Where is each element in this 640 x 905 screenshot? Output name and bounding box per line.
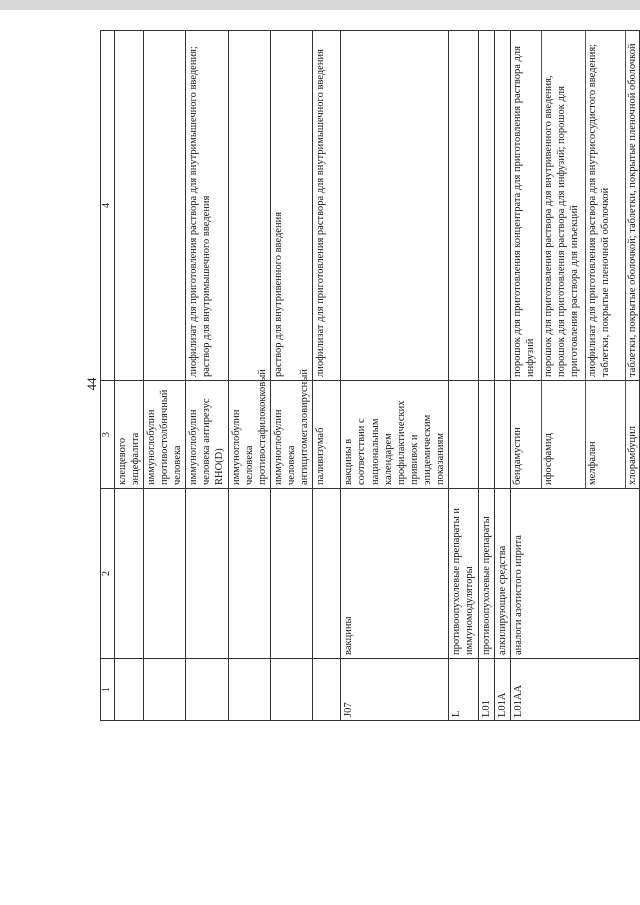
header-cell: 3 (101, 381, 115, 489)
dosage-form: раствор для внутривенного введения (272, 211, 284, 377)
group-cell: алкилирующие средства (494, 489, 510, 659)
dosage-form: таблетки, покрытые оболочкой; таблетки, покрытые пленочной оболочкой (625, 31, 639, 380)
dosage-form-cell (510, 31, 639, 381)
page-number: 44 (84, 377, 99, 391)
dosage-form-cell (114, 31, 143, 381)
group-cell (143, 489, 185, 659)
dosage-form-cell (341, 31, 449, 381)
table-row (478, 31, 494, 721)
drug-name: клещевого энцефалита (116, 432, 141, 485)
table-row (494, 31, 510, 721)
dosage-form-cell (494, 31, 510, 381)
drug-name: хлорамбуцил (625, 381, 639, 488)
code-cell: L01AA (510, 659, 639, 721)
drug-name-cell (270, 369, 312, 489)
table-row (449, 31, 478, 721)
drug-name: бендамустин (511, 427, 523, 485)
drug-name-cell (228, 369, 270, 489)
drug-name-cell (114, 381, 143, 489)
drug-table (100, 30, 640, 721)
table-row (270, 31, 312, 721)
table-row (510, 31, 639, 721)
group-cell: аналоги азотистого иприта (510, 489, 639, 659)
group-cell (313, 489, 341, 659)
group-cell (228, 489, 270, 659)
drug-name-cell (186, 381, 228, 489)
drug-name-cell (313, 381, 341, 489)
drug-name: мелфалан (585, 381, 625, 488)
code-cell: L (449, 659, 478, 721)
table-body (101, 31, 640, 721)
drug-name: иммуноглобулин человека противостафилококковый (230, 369, 268, 485)
drug-name: иммуноглобулин противостолбнячный человека (145, 389, 183, 485)
header-row (101, 31, 115, 721)
drug-name-cell (478, 381, 494, 489)
dosage-form: лиофилизат для приготовления раствора для внутрисосудистого введения; таблетки, покрытые пленочной оболочкой (585, 31, 625, 380)
drug-name: ифосфамид (541, 381, 585, 488)
code-cell: L01 (478, 659, 494, 721)
dosage-form: порошок для приготовления концентрата для приготовления раствора для инфузий (511, 46, 536, 377)
code-cell (313, 659, 341, 721)
header-cell: 1 (101, 659, 115, 721)
code-cell (143, 659, 185, 721)
group-cell (186, 489, 228, 659)
drug-name-cell (143, 381, 185, 489)
group-cell: противоопухолевые препараты и иммуномодуляторы (449, 489, 478, 659)
table-row (313, 31, 341, 721)
code-cell (270, 659, 312, 721)
code-cell: J07 (341, 659, 449, 721)
table-row (228, 31, 270, 721)
drug-name: иммуноглобулин человека антирезус RHO(D) (188, 398, 226, 485)
group-cell: вакцины (341, 489, 449, 659)
dosage-form-cell (478, 31, 494, 381)
drug-name-cell (341, 381, 449, 489)
header-cell: 2 (101, 489, 115, 659)
group-cell: противоопухолевые препараты (478, 489, 494, 659)
group-cell (114, 489, 143, 659)
rotated-table-container (100, 31, 638, 721)
header-cell: 4 (101, 31, 115, 381)
code-cell (186, 659, 228, 721)
dosage-form-cell (313, 31, 341, 381)
drug-name-cell (449, 381, 478, 489)
dosage-form-cell (228, 31, 270, 381)
dosage-form: порошок для приготовления раствора для внутривенного введения, порошок для приготовления раствора для инфузий; порошок для приготовления раствора для инъекций (541, 31, 585, 380)
code-cell (114, 659, 143, 721)
dosage-form-cell (143, 31, 185, 381)
drug-name: иммуноглобулин человека антицитомегаловирусный (272, 369, 311, 485)
table-row (186, 31, 228, 721)
code-cell: L01A (494, 659, 510, 721)
drug-name: вакцины в соответствии с национальным календарем профилактических прививок и эпидемическим показаниям (343, 400, 447, 485)
code-cell (228, 659, 270, 721)
dosage-form-cell (270, 31, 312, 381)
dosage-form-cell (449, 31, 478, 381)
table-row (143, 31, 185, 721)
group-cell (270, 489, 312, 659)
dosage-form: лиофилизат для приготовления раствора для внутримышечного введения; раствор для внутримышечного введения (188, 46, 213, 377)
dosage-form: лиофилизат для приготовления раствора для внутримышечного введения (315, 49, 327, 377)
dosage-form-cell (186, 31, 228, 381)
drug-name-cell (510, 381, 639, 489)
table-row (114, 31, 143, 721)
drug-name: паливизумаб (315, 427, 327, 485)
table-row (341, 31, 449, 721)
drug-name-cell (494, 381, 510, 489)
